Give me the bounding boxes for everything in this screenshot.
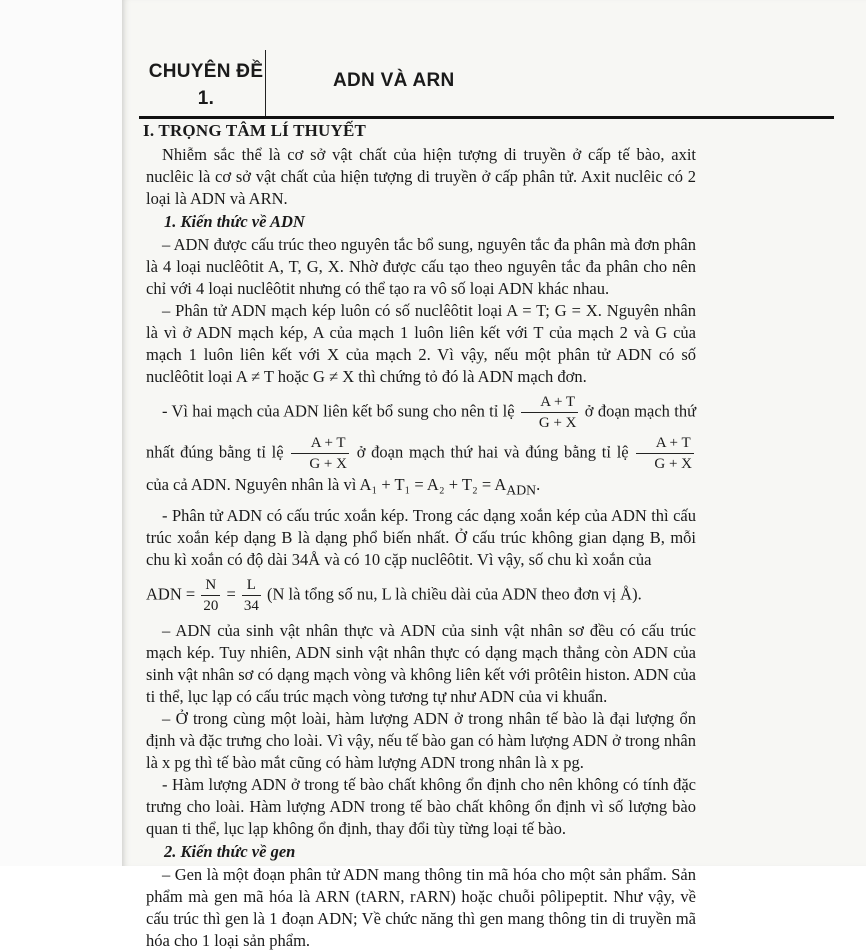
intro-paragraph: Nhiễm sắc thể là cơ sở vật chất của hiện tượng di truyền ở cấp tế bào, axit nuclêic là cơ sở vật chất của hiện tượng di truyền ở cấp phân tử. Axit nuclêic có 2 loại là ADN và ARN.: [146, 145, 696, 208]
ratio-text-3: nhất đúng bằng tỉ lệ: [146, 442, 284, 462]
ratio-fraction-2: [291, 433, 349, 474]
formula-fraction-n: [201, 575, 220, 616]
fraction-denominator: G + X: [538, 415, 577, 431]
formula-lhs: ADN =: [146, 584, 196, 604]
fraction-denominator: 34: [243, 598, 259, 615]
gen-paragraph-1: – Gen là một đoạn phân tử ADN mang thông tin mã hóa cho một sản phẩm. Sản phẩm mà gen mã hóa là ARN (tARN, rARN) hoặc chuỗi pôlipeptit. Như vậy, về cấu trúc thì gen là 1 đoạn ADN; Về chức năng thì gen mang thông tin di truyền mã hóa cho 1 loại sản phẩm.: [146, 865, 696, 951]
adn-paragraph-5: – ADN của sinh vật nhân thực và ADN của sinh vật nhân sơ đều có cấu trúc mạch kép. Tuy nhiên, ADN sinh vật nhân thực có dạng mạch thẳng còn ADN của sinh vật nhân sơ có dạng mạch vòng và không liên kết với prôtêin histon. ADN của ti thể, lục lạp có cấu trúc mạch vòng tương tự như ADN của vi khuẩn.: [146, 621, 696, 707]
section-title: I. TRỌNG TÂM LÍ THUYẾT: [143, 121, 367, 140]
adn-paragraph-2: – Phân tử ADN mạch kép luôn có số nuclêôtit loại A = T; G = X. Nguyên nhân là vì ở ADN mạch kép, A của mạch 1 luôn liên kết với T của mạch 2 và G của mạch 1 luôn liên kết với X của mạch 2. Vì vậy, nếu một phân tử ADN có số nuclêôtit loại A ≠ T hoặc G ≠ X thì chứng tỏ đó là ADN mạch đơn.: [146, 301, 696, 386]
formula-note: (N là tổng số nu, L là chiều dài của ADN theo đơn vị Å).: [267, 584, 642, 604]
fraction-denominator: G + X: [309, 456, 347, 472]
book-binding-margin: [0, 0, 122, 866]
topic-label-box: [147, 58, 265, 112]
ratio-subscript: ADN: [506, 482, 537, 498]
helix-formula: [146, 575, 696, 616]
fraction-denominator: 20: [203, 598, 219, 615]
ratio-end: .: [536, 475, 541, 494]
subsection-title-adn: 1. Kiến thức về ADN: [164, 212, 305, 231]
adn-paragraph-1: – ADN được cấu trúc theo nguyên tắc bổ sung, nguyên tắc đa phân mà đơn phân là 4 loại nuclêôtit A, T, G, X. Nhờ được cấu tạo theo nguyên tắc đa phân cho nên chỉ với 4 loại nuclêôtit nhưng có thể tạo ra vô số loại ADN khác nhau.: [146, 235, 696, 298]
topic-number: 1.: [197, 88, 215, 109]
formula-fraction-l: [242, 575, 261, 616]
fraction-numerator: A + T: [636, 433, 694, 454]
fraction-numerator: L: [242, 575, 261, 596]
ratio-text-2: ở đoạn mạch thứ: [584, 401, 697, 421]
fraction-denominator: G + X: [654, 456, 692, 472]
ratio-text-4: ở đoạn mạch thứ hai và đúng bằng tỉ lệ: [356, 442, 629, 462]
chapter-header: [139, 50, 834, 119]
ratio-text-5: của cả: [146, 475, 188, 494]
fraction-numerator: A + T: [291, 433, 349, 454]
adn-paragraph-3: [146, 392, 696, 501]
subsection-title-gen: 2. Kiến thức về gen: [164, 842, 296, 862]
adn-paragraph-4: - Phân tử ADN có cấu trúc xoắn kép. Trong các dạng xoắn kép của ADN thì cấu trúc xoắn kép dạng B là dạng phổ biến nhất. Ở cấu trúc không gian dạng B, mỗi chu kì xoắn có độ dài 34Å và có 10 cặp nuclêôtit. Vì vậy, số chu kì xoắn của: [146, 506, 696, 570]
formula-equals: =: [226, 584, 236, 604]
ratio-text-6: ADN. Nguyên nhân là vì A₁ + T₁ = A₂ + T₂ = A: [190, 475, 507, 494]
page-content: [143, 120, 697, 952]
adn-paragraph-7: - Hàm lượng ADN ở trong tế bào chất không ổn định cho nên không có tính đặc trưng cho loài. Hàm lượng ADN trong tế bào chất không ổn định vì số lượng bào quan ti thể, lục lạp không ổn định, thay đổi tùy từng loại tế bào.: [146, 775, 696, 839]
header-divider: [265, 50, 266, 116]
adn-paragraph-6: – Ở trong cùng một loài, hàm lượng ADN ở trong nhân tế bào là đại lượng ổn định và đặc trưng cho loài. Vì vậy, nếu tế bào gan có hàm lượng ADN ở trong nhân là x pg thì tế bào mắt cũng có hàm lượng ADN trong nhân là x pg.: [146, 709, 696, 773]
ratio-fraction-3: [636, 433, 694, 474]
fraction-numerator: A + T: [521, 392, 579, 413]
fraction-numerator: N: [201, 575, 220, 596]
topic-label: CHUYÊN ĐỀ: [148, 61, 264, 82]
ratio-text-1: - Vì hai mạch của ADN liên kết bổ sung cho nên tỉ lệ: [162, 401, 515, 421]
ratio-fraction-1: [521, 392, 579, 433]
chapter-title: ADN VÀ ARN: [333, 70, 455, 91]
